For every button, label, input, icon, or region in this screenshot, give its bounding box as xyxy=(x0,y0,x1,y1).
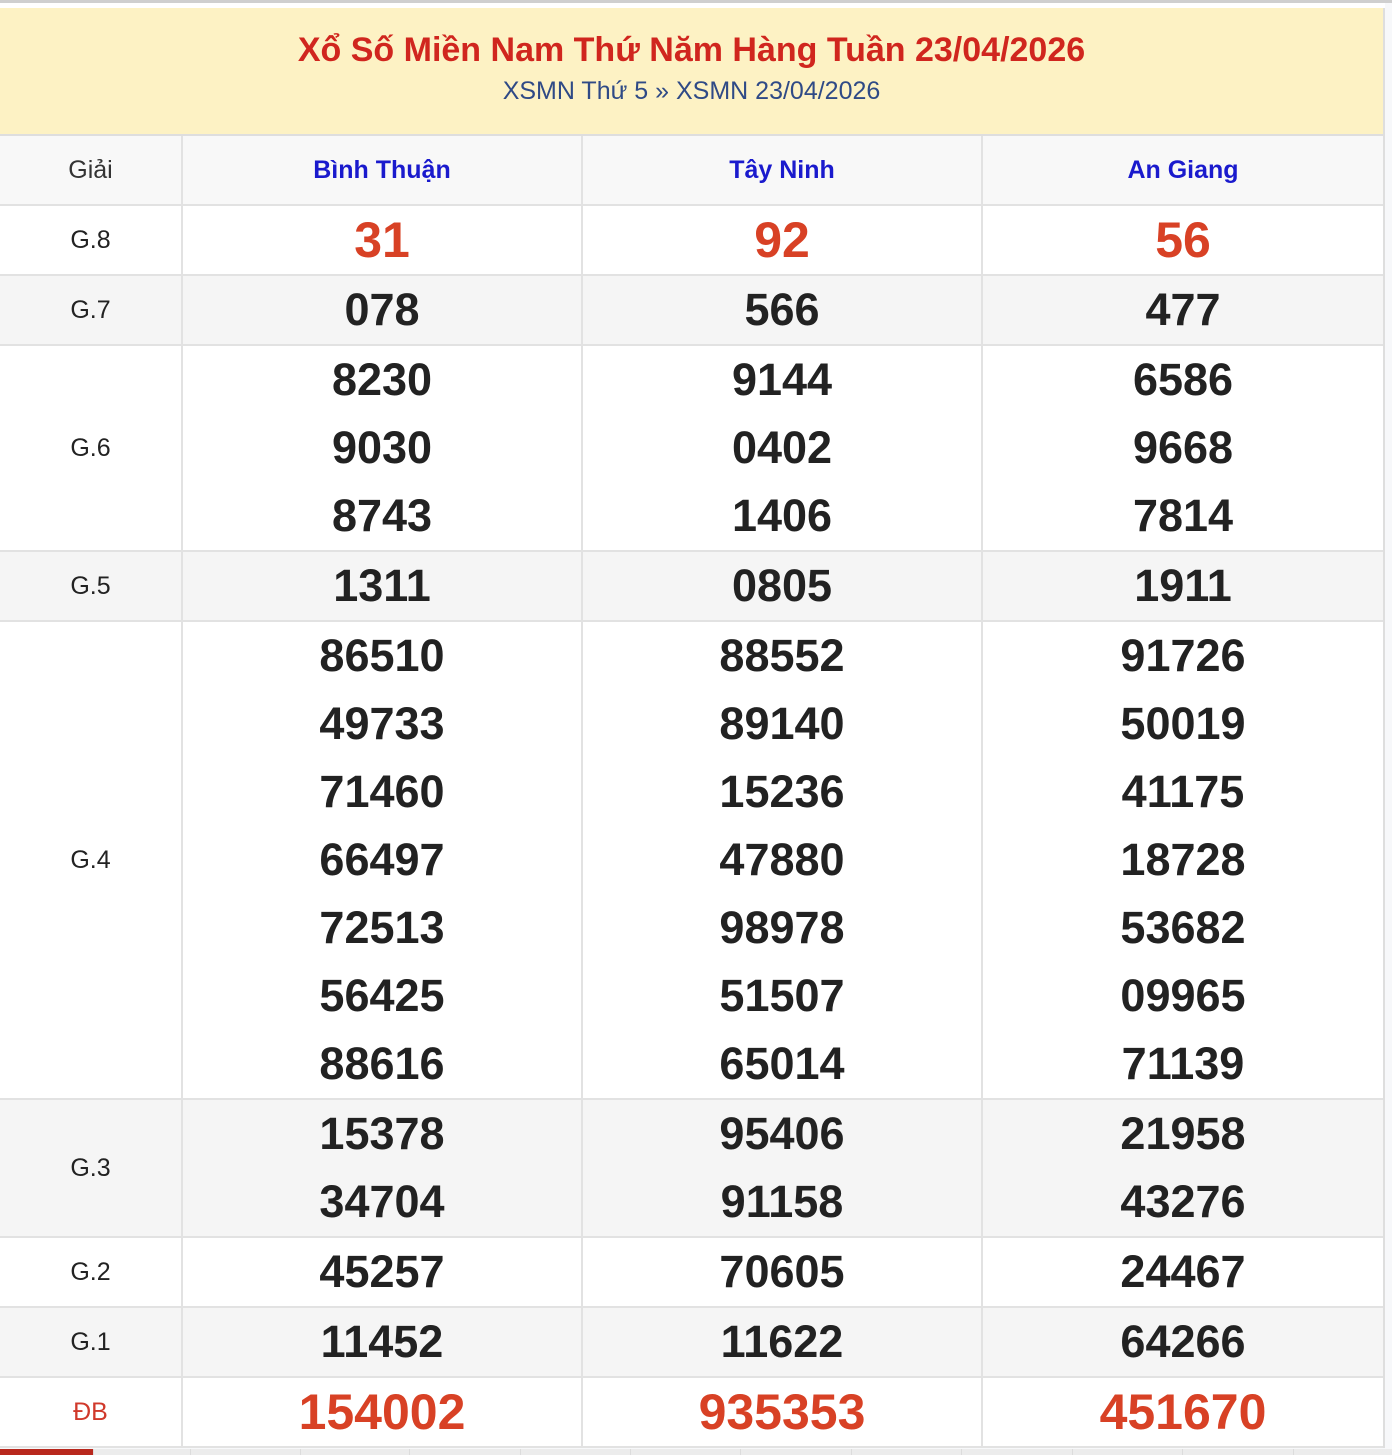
result-cell-an-giang xyxy=(982,345,1383,551)
lottery-number: 1406 xyxy=(731,490,833,541)
prize-label: G.6 xyxy=(70,433,111,462)
result-cell-tay-ninh xyxy=(582,275,982,345)
prize-cell xyxy=(0,1237,182,1307)
breadcrumb-separator: » xyxy=(648,77,676,105)
result-cell-tay-ninh xyxy=(582,551,982,621)
lottery-number: 935353 xyxy=(698,1384,866,1440)
lottery-number: 7814 xyxy=(1132,490,1234,541)
lottery-number: 24467 xyxy=(1120,1246,1246,1297)
lottery-number: 91158 xyxy=(720,1176,844,1227)
results-panel xyxy=(0,8,1385,1448)
breadcrumb-link-weekday[interactable]: XSMN Thứ 5 xyxy=(502,77,649,105)
lottery-number: 6586 xyxy=(1132,354,1234,405)
prize-cell xyxy=(0,275,182,345)
table-row xyxy=(0,205,1383,275)
bottom-tab[interactable] xyxy=(410,1449,521,1455)
prize-label: G.5 xyxy=(70,571,111,600)
prize-cell xyxy=(0,621,182,1099)
lottery-number: 18728 xyxy=(1120,834,1246,885)
lottery-number: 1311 xyxy=(333,560,431,611)
table-header-row xyxy=(0,136,1383,205)
prize-cell xyxy=(0,1307,182,1377)
lottery-number: 41175 xyxy=(1121,766,1245,817)
lottery-number: 95406 xyxy=(719,1108,845,1159)
table-row xyxy=(0,551,1383,621)
lottery-number: 15236 xyxy=(719,766,845,817)
bottom-tab-strip xyxy=(0,1449,1392,1455)
lottery-number: 98978 xyxy=(719,902,845,953)
lottery-number: 451670 xyxy=(1099,1384,1267,1440)
lottery-number: 9144 xyxy=(731,354,833,405)
lottery-number: 88616 xyxy=(319,1038,445,1089)
result-cell-an-giang xyxy=(982,551,1383,621)
table-row xyxy=(0,1099,1383,1237)
result-cell-binh-thuan xyxy=(182,621,582,1099)
result-cell-an-giang xyxy=(982,621,1383,1099)
lottery-number: 86510 xyxy=(319,630,445,681)
result-cell-binh-thuan xyxy=(182,205,582,275)
result-cell-tay-ninh xyxy=(582,1237,982,1307)
lottery-number: 56 xyxy=(1155,212,1211,268)
result-cell-an-giang xyxy=(982,1307,1383,1377)
lottery-number: 45257 xyxy=(319,1246,445,1297)
lottery-number: 34704 xyxy=(319,1176,445,1227)
prize-label: G.7 xyxy=(70,295,111,324)
lottery-number: 71139 xyxy=(1121,1038,1245,1089)
lottery-number: 078 xyxy=(344,284,420,335)
lottery-number: 31 xyxy=(354,212,410,268)
bottom-tab[interactable] xyxy=(631,1449,741,1455)
results-body xyxy=(0,205,1383,1447)
result-cell-tay-ninh xyxy=(582,1099,982,1237)
breadcrumb xyxy=(0,76,1383,106)
bottom-tab-active[interactable] xyxy=(0,1449,94,1455)
bottom-tab[interactable] xyxy=(852,1449,962,1455)
result-cell-tay-ninh xyxy=(582,345,982,551)
lottery-number: 53682 xyxy=(1120,902,1246,953)
prize-label: G.2 xyxy=(70,1257,111,1286)
results-header xyxy=(0,8,1383,136)
bottom-tab[interactable] xyxy=(191,1449,301,1455)
result-cell-tay-ninh xyxy=(582,205,982,275)
result-cell-an-giang xyxy=(982,1237,1383,1307)
lottery-number: 8230 xyxy=(331,354,433,405)
lottery-number: 11622 xyxy=(720,1316,844,1367)
result-cell-binh-thuan xyxy=(182,1237,582,1307)
bottom-tab[interactable] xyxy=(301,1449,410,1455)
lottery-number: 64266 xyxy=(1120,1316,1246,1367)
lottery-number: 8743 xyxy=(331,490,433,541)
result-cell-binh-thuan xyxy=(182,1307,582,1377)
prize-label: G.1 xyxy=(70,1327,111,1356)
bottom-tab[interactable] xyxy=(94,1449,191,1455)
lottery-number: 21958 xyxy=(1120,1108,1246,1159)
breadcrumb-link-date[interactable]: XSMN 23/04/2026 xyxy=(675,77,881,105)
lottery-number: 0805 xyxy=(731,560,833,611)
lottery-number: 566 xyxy=(744,284,820,335)
result-cell-binh-thuan xyxy=(182,1377,582,1447)
lottery-number: 89140 xyxy=(719,698,845,749)
lottery-number: 477 xyxy=(1145,284,1221,335)
lottery-number: 71460 xyxy=(319,766,445,817)
result-cell-binh-thuan xyxy=(182,345,582,551)
prize-cell xyxy=(0,205,182,275)
lottery-number: 0402 xyxy=(731,422,833,473)
prize-label: ĐB xyxy=(73,1397,108,1426)
result-cell-tay-ninh xyxy=(582,1377,982,1447)
result-cell-binh-thuan xyxy=(182,275,582,345)
results-table xyxy=(0,136,1383,1448)
lottery-number: 50019 xyxy=(1120,698,1246,749)
lottery-number: 9030 xyxy=(331,422,433,473)
lottery-number: 92 xyxy=(754,212,810,268)
prize-label: G.8 xyxy=(70,225,111,254)
column-header-binh-thuan[interactable]: Bình Thuận xyxy=(182,136,582,205)
lottery-number: 09965 xyxy=(1120,970,1246,1021)
bottom-tab[interactable] xyxy=(962,1449,1073,1455)
table-row xyxy=(0,345,1383,551)
prize-label: G.3 xyxy=(70,1153,111,1182)
column-header-tay-ninh[interactable]: Tây Ninh xyxy=(582,136,982,205)
prize-cell xyxy=(0,1099,182,1237)
lottery-number: 154002 xyxy=(298,1384,466,1440)
table-row xyxy=(0,1377,1383,1447)
table-row xyxy=(0,275,1383,345)
column-header-prize: Giải xyxy=(0,136,182,205)
result-cell-binh-thuan xyxy=(182,1099,582,1237)
page-title: Xổ Số Miền Nam Thứ Năm Hàng Tuần 23/04/2026 xyxy=(297,31,1086,69)
prize-cell xyxy=(0,551,182,621)
column-header-an-giang[interactable]: An Giang xyxy=(982,136,1383,205)
prize-cell xyxy=(0,345,182,551)
prize-cell xyxy=(0,1377,182,1447)
result-cell-an-giang xyxy=(982,275,1383,345)
lottery-number: 9668 xyxy=(1132,422,1234,473)
table-row xyxy=(0,1307,1383,1377)
lottery-number: 56425 xyxy=(319,970,445,1021)
bottom-tab[interactable] xyxy=(1073,1449,1183,1455)
result-cell-binh-thuan xyxy=(182,551,582,621)
lottery-number: 65014 xyxy=(719,1038,845,1089)
bottom-tab[interactable] xyxy=(741,1449,852,1455)
result-cell-an-giang xyxy=(982,1377,1383,1447)
bottom-tab[interactable] xyxy=(1183,1449,1294,1455)
lottery-number: 15378 xyxy=(319,1108,445,1159)
lottery-number: 66497 xyxy=(319,834,445,885)
result-cell-tay-ninh xyxy=(582,1307,982,1377)
table-row xyxy=(0,1237,1383,1307)
lottery-number: 43276 xyxy=(1120,1176,1246,1227)
lottery-number: 72513 xyxy=(319,902,445,953)
lottery-number: 49733 xyxy=(319,698,445,749)
bottom-tab[interactable] xyxy=(521,1449,631,1455)
lottery-number: 91726 xyxy=(1120,630,1246,681)
result-cell-tay-ninh xyxy=(582,621,982,1099)
lottery-number: 11452 xyxy=(320,1316,444,1367)
lottery-number: 51507 xyxy=(719,970,845,1021)
lottery-number: 1911 xyxy=(1134,560,1232,611)
result-cell-an-giang xyxy=(982,205,1383,275)
result-cell-an-giang xyxy=(982,1099,1383,1237)
table-row xyxy=(0,621,1383,1099)
lottery-number: 88552 xyxy=(719,630,845,681)
lottery-number: 47880 xyxy=(719,834,845,885)
prize-label: G.4 xyxy=(70,845,111,874)
lottery-number: 70605 xyxy=(719,1246,845,1297)
